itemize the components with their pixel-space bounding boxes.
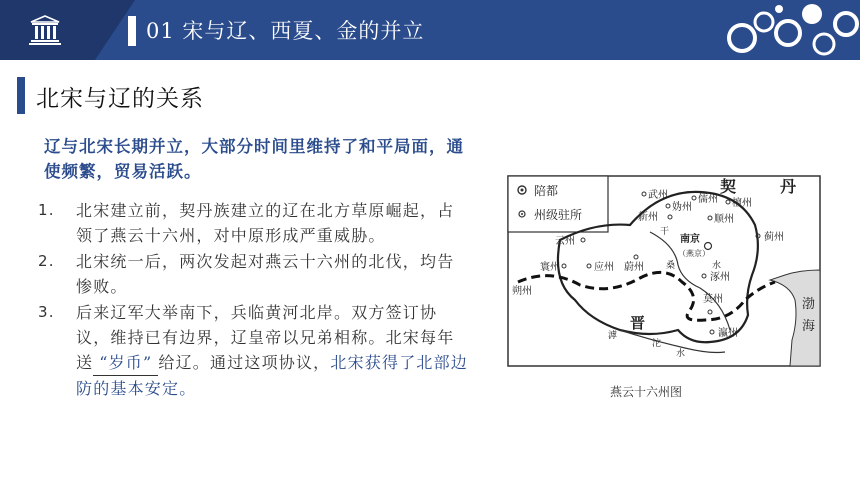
bohai-label-2: 海 xyxy=(802,319,816,334)
place-tanzhou: 檀州 xyxy=(732,198,752,209)
map-caption: 燕云十六州图 xyxy=(610,385,683,399)
jin-label: 晋 xyxy=(630,314,646,332)
decorative-circles xyxy=(700,0,860,60)
river-sang: 桑 xyxy=(666,261,676,271)
place-weizhou: 蔚州 xyxy=(624,262,644,273)
pillar-building-icon xyxy=(28,14,62,46)
river-tuo: 沱 xyxy=(652,339,662,349)
place-nanjing: 南京 xyxy=(680,234,700,245)
place-yanjing: （燕京） xyxy=(678,249,710,258)
qidan-label-2: 丹 xyxy=(780,177,797,196)
list-text: 后来辽军大举南下，兵临黄河北岸。双方签订协议，维持已有边界，辽皇帝以兄弟相称。北宋每年送 xyxy=(76,303,455,372)
list-text: 北宋统一后，两次发起对燕云十六州的北伐，均告惨败。 xyxy=(76,252,455,296)
header-title-marker xyxy=(128,16,136,46)
list-number: 3. xyxy=(38,303,55,321)
header-title: 01 宋与辽、西夏、金的并立 xyxy=(146,19,425,43)
points-list xyxy=(38,198,468,402)
river-gan: 干 xyxy=(660,227,670,237)
highlight-text: 北宋获得了北部边防的基本安定。 xyxy=(76,353,468,398)
header-bar xyxy=(0,0,860,60)
place-jizhou: 蓟州 xyxy=(764,232,784,243)
section-title-marker xyxy=(17,77,25,114)
place-xinzhou: 新州 xyxy=(638,212,658,223)
place-zhuozhou: 涿州 xyxy=(710,272,730,283)
list-number: 1. xyxy=(38,201,55,219)
section-title: 北宋与辽的关系 xyxy=(36,86,204,112)
intro-text: 辽与北宋长期并立，大部分时间里维持了和平局面，通使频繁，贸易活跃。 xyxy=(44,137,464,181)
place-ruzhou: 儒州 xyxy=(698,194,718,205)
suibi-term: “岁币” xyxy=(93,350,158,376)
place-mozhou: 莫州 xyxy=(703,294,723,305)
place-wuzhou: 武州 xyxy=(648,190,668,201)
place-yingzhou2: 瀛州 xyxy=(718,328,738,339)
legend-prefecture: 州级驻所 xyxy=(534,208,583,222)
place-yingzhou: 应州 xyxy=(594,262,614,273)
river-hu: 滹 xyxy=(608,331,618,341)
bohai-label-1: 渤 xyxy=(802,297,816,312)
list-item xyxy=(38,249,468,299)
list-item xyxy=(38,300,468,401)
list-item xyxy=(38,198,468,248)
place-yunzhou: 云州 xyxy=(555,236,575,247)
river-shui2: 水 xyxy=(676,349,686,359)
place-guizhou: 妫州 xyxy=(672,202,692,213)
river-shui: 水 xyxy=(712,261,722,271)
place-shuozhou: 朔州 xyxy=(512,286,532,297)
place-shunzhou: 顺州 xyxy=(714,214,734,225)
place-huanzhou: 寰州 xyxy=(540,262,560,273)
list-text: 北宋建立前，契丹族建立的辽在北方草原崛起，占领了燕云十六州，对中原形成严重威胁。 xyxy=(76,201,455,245)
list-number: 2. xyxy=(38,252,55,270)
sixteen-prefectures-map xyxy=(500,170,830,410)
qidan-label-1: 契 xyxy=(720,177,737,196)
list-text-mid: 给辽。通过这项协议， xyxy=(158,353,331,372)
legend-capital: 陪都 xyxy=(534,184,559,198)
